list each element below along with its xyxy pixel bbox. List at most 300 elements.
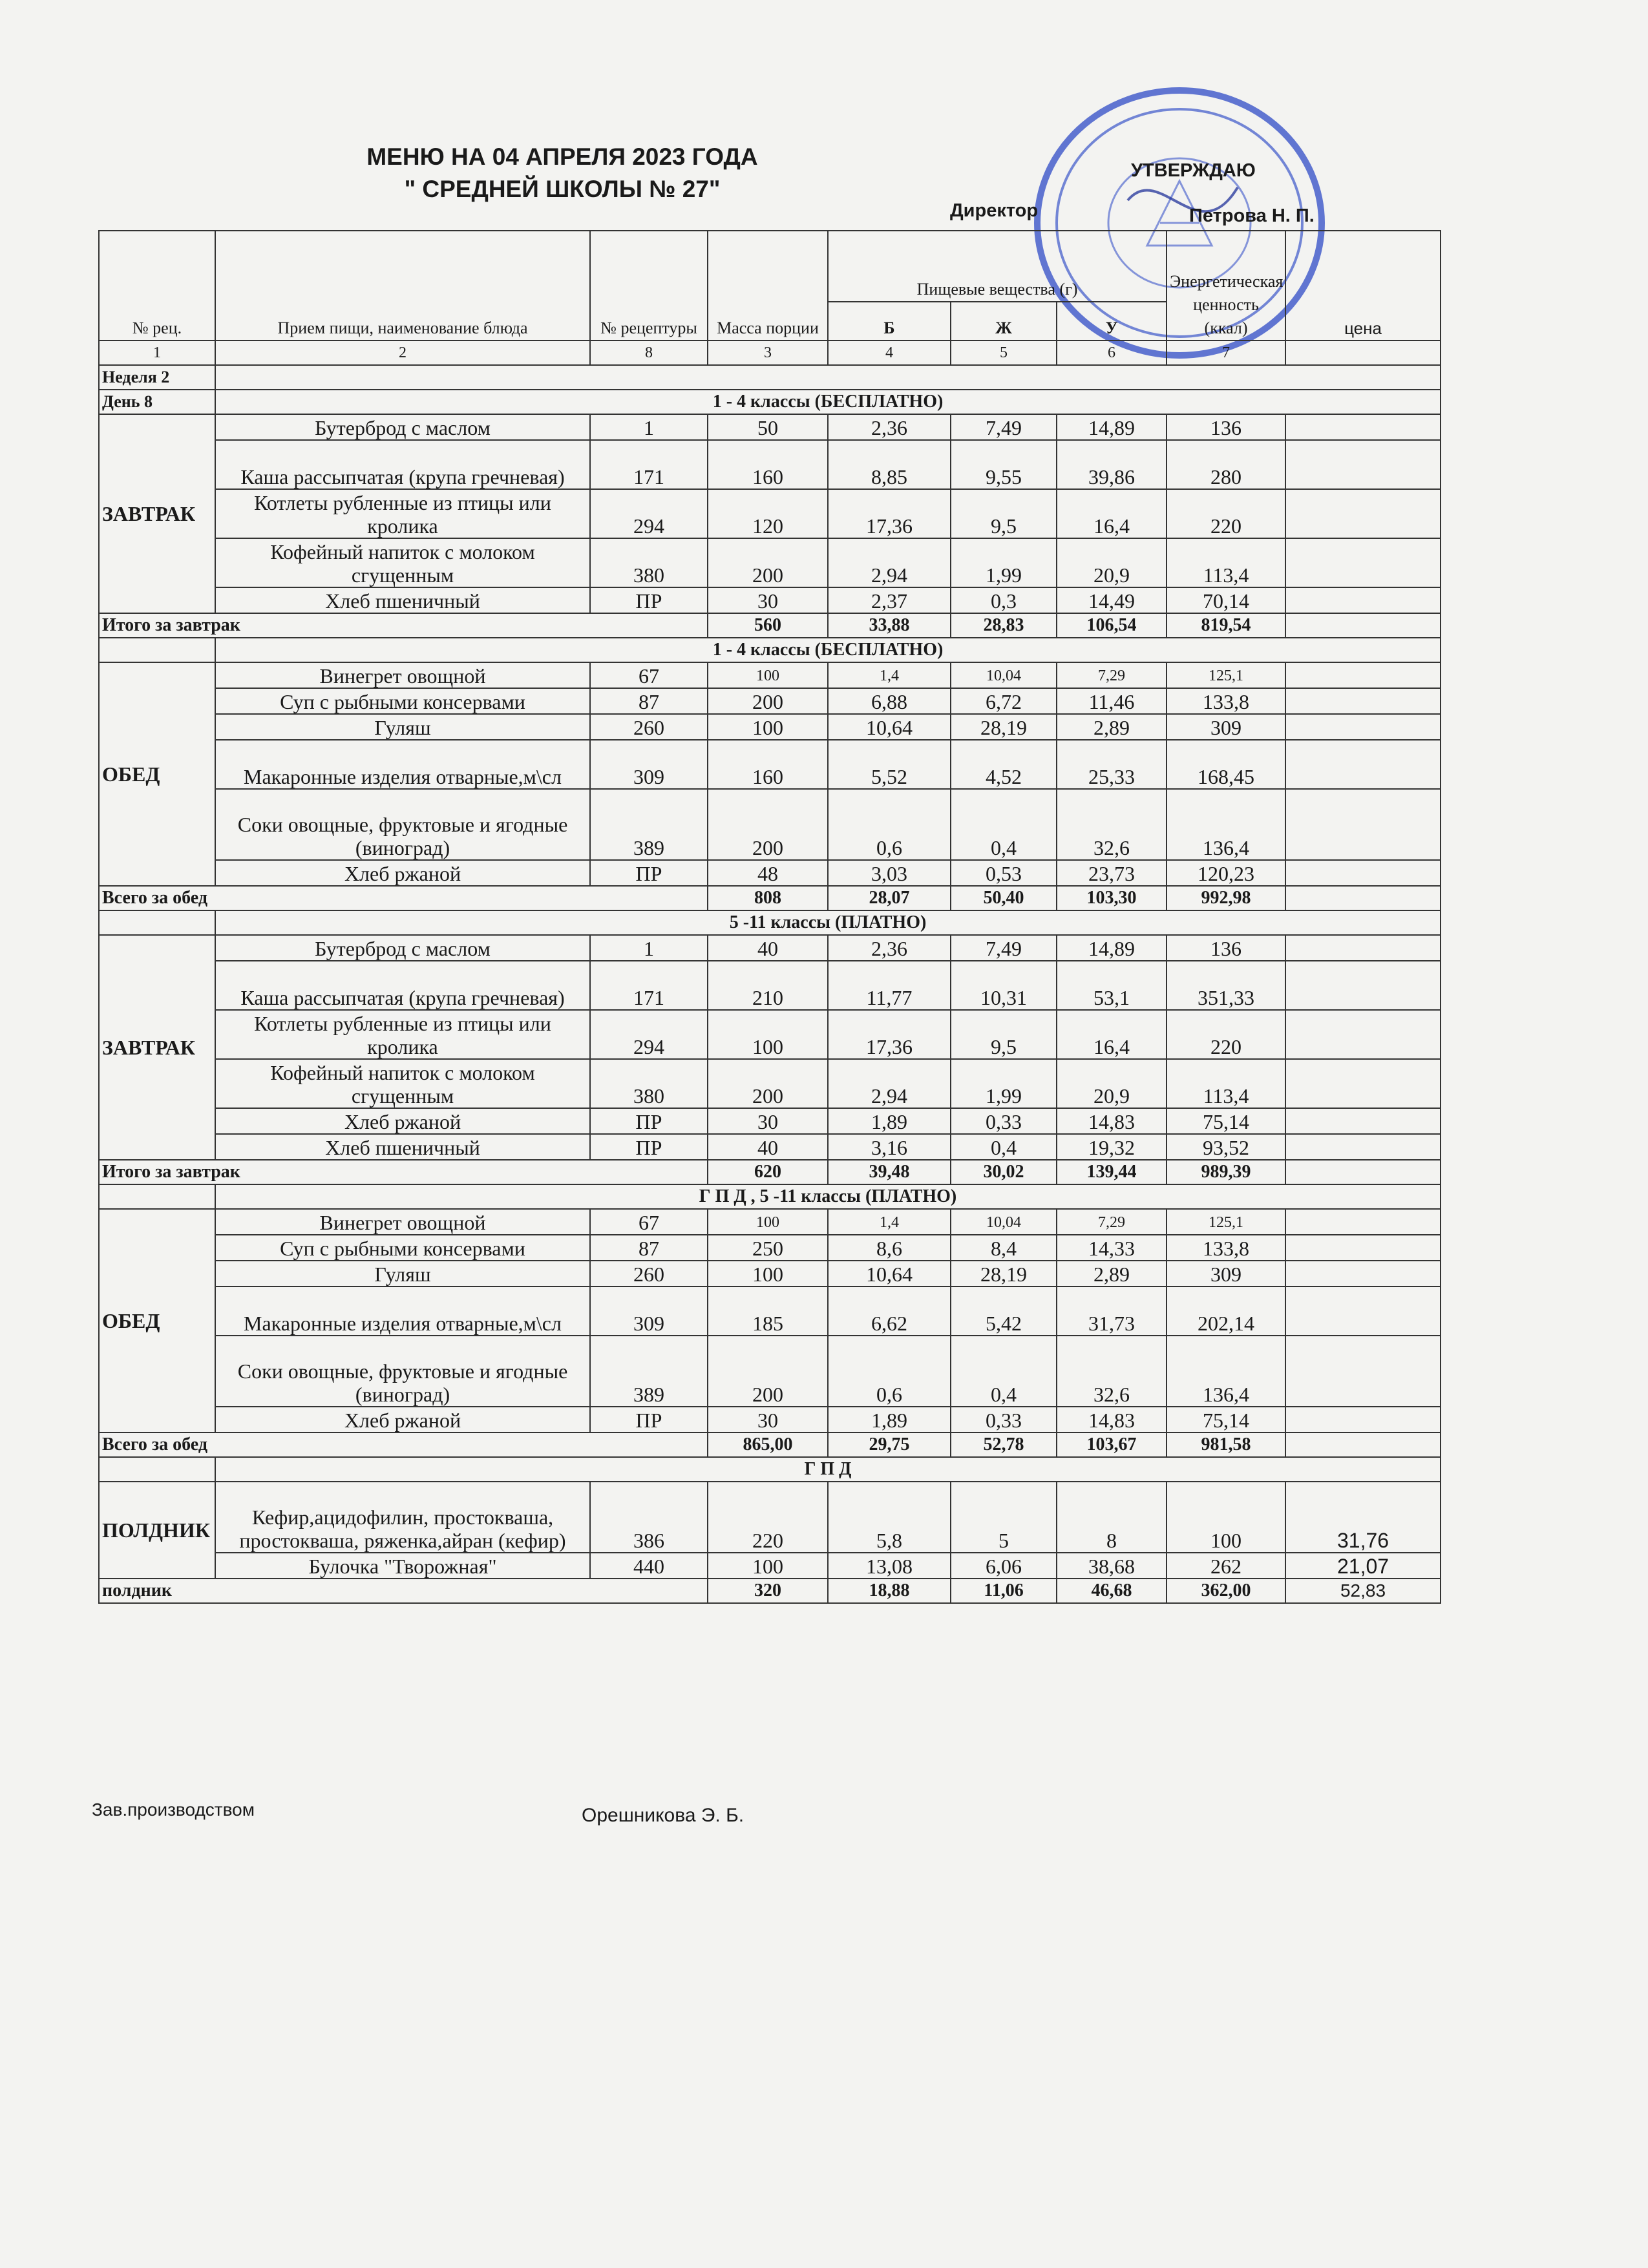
col-index: 7 [1167,341,1285,365]
carb-value: 39,86 [1057,440,1167,489]
blank-cell [99,1184,215,1209]
table-row [99,538,1441,587]
energy-value: 100 [1167,1482,1285,1553]
col-dish: Прием пищи, наименование блюда [215,231,590,341]
col-nutrients: Пищевые вещества (г) [828,231,1167,302]
meal-label: ОБЕД [99,662,215,886]
carb-value: 14,83 [1057,1108,1167,1134]
carb-value: 7,29 [1057,1209,1167,1235]
portion-mass: 160 [708,740,828,789]
energy-value: 113,4 [1167,538,1285,587]
energy-value: 262 [1167,1553,1285,1579]
protein-value: 0,6 [828,1336,951,1407]
energy-value: 113,4 [1167,1059,1285,1108]
protein-value: 10,64 [828,1261,951,1286]
price-value [1285,740,1441,789]
carb-value: 23,73 [1057,860,1167,886]
title-line-2: " СРЕДНЕЙ ШКОЛЫ № 27" [404,176,721,202]
fat-value: 0,4 [951,1336,1057,1407]
portion-mass: 160 [708,440,828,489]
table-row [99,789,1441,860]
energy-value: 136,4 [1167,789,1285,860]
carb-value: 7,29 [1057,662,1167,688]
portion-mass: 250 [708,1235,828,1261]
price-value [1285,1209,1441,1235]
protein-value: 6,88 [828,688,951,714]
dish-name: Кофейный напиток с молоком сгущенным [215,1059,590,1108]
portion-mass: 185 [708,1286,828,1336]
dish-name: Хлеб ржаной [215,1407,590,1433]
portion-mass: 200 [708,688,828,714]
price-value [1285,789,1441,860]
total-row [99,886,1441,910]
price-value [1285,1010,1441,1059]
portion-mass: 200 [708,538,828,587]
energy-value: 309 [1167,714,1285,740]
carb-value: 32,6 [1057,789,1167,860]
recipe-number: 171 [590,440,708,489]
col-index: 1 [99,341,215,365]
price-value [1285,489,1441,538]
recipe-number: 1 [590,935,708,961]
fat-value: 9,55 [951,440,1057,489]
section-row [99,910,1441,935]
dish-name: Кефир,ацидофилин, простокваша, простокваша, ряженка,айран (кефир) [215,1482,590,1553]
total-protein: 18,88 [828,1579,951,1603]
table-row [99,440,1441,489]
dish-name: Хлеб ржаной [215,1108,590,1134]
total-row [99,1160,1441,1184]
price-value [1285,688,1441,714]
dish-name: Каша рассыпчатая (крупа гречневая) [215,440,590,489]
total-label: полдник [99,1579,708,1603]
fat-value: 28,19 [951,714,1057,740]
energy-value: 70,14 [1167,587,1285,613]
fat-value: 6,72 [951,688,1057,714]
director-label: Директор [950,200,1039,221]
total-fat: 52,78 [951,1433,1057,1457]
portion-mass: 30 [708,1108,828,1134]
title-line-1: МЕНЮ НА 04 АПРЕЛЯ 2023 ГОДА [366,143,758,170]
menu-title [271,141,853,205]
protein-value: 2,36 [828,414,951,440]
table-row [99,1553,1441,1579]
price-value [1285,935,1441,961]
fat-value: 1,99 [951,538,1057,587]
section-row [99,638,1441,662]
fat-value: 10,04 [951,1209,1057,1235]
table-row [99,489,1441,538]
carb-value: 14,89 [1057,935,1167,961]
total-row [99,1579,1441,1603]
carb-value: 14,89 [1057,414,1167,440]
total-row [99,613,1441,638]
carb-value: 2,89 [1057,1261,1167,1286]
fat-value: 10,04 [951,662,1057,688]
protein-value: 2,37 [828,587,951,613]
dish-name: Суп с рыбными консервами [215,1235,590,1261]
energy-value: 202,14 [1167,1286,1285,1336]
table-row [99,1059,1441,1108]
meal-label: ЗАВТРАК [99,414,215,613]
dish-name: Соки овощные, фруктовые и ягодные (виноград) [215,789,590,860]
total-mass: 865,00 [708,1433,828,1457]
col-u: У [1057,302,1167,341]
recipe-number: ПР [590,1407,708,1433]
dish-name: Макаронные изделия отварные,м\сл [215,740,590,789]
total-mass: 808 [708,886,828,910]
dish-name: Макаронные изделия отварные,м\сл [215,1286,590,1336]
fat-value: 9,5 [951,489,1057,538]
dish-name: Хлеб пшеничный [215,587,590,613]
fat-value: 6,06 [951,1553,1057,1579]
col-index: 8 [590,341,708,365]
total-protein: 33,88 [828,613,951,638]
total-fat: 30,02 [951,1160,1057,1184]
price-value [1285,662,1441,688]
dish-name: Соки овощные, фруктовые и ягодные (виноград) [215,1336,590,1407]
total-mass: 560 [708,613,828,638]
dish-name: Хлеб ржаной [215,860,590,886]
recipe-number: 309 [590,740,708,789]
recipe-number: 171 [590,961,708,1010]
total-energy: 362,00 [1167,1579,1285,1603]
fat-value: 7,49 [951,935,1057,961]
protein-value: 11,77 [828,961,951,1010]
fat-value: 28,19 [951,1261,1057,1286]
dish-name: Винегрет овощной [215,1209,590,1235]
dish-name: Гуляш [215,714,590,740]
carb-value: 38,68 [1057,1553,1167,1579]
total-label: Всего за обед [99,886,708,910]
total-protein: 39,48 [828,1160,951,1184]
table-row [99,961,1441,1010]
production-head-name: Орешникова Э. Б. [582,1805,745,1826]
portion-mass: 100 [708,662,828,688]
fat-value: 5,42 [951,1286,1057,1336]
energy-value: 133,8 [1167,1235,1285,1261]
col-index: 5 [951,341,1057,365]
table-row [99,1407,1441,1433]
col-index: 4 [828,341,951,365]
energy-value: 125,1 [1167,662,1285,688]
dish-name: Винегрет овощной [215,662,590,688]
total-carb: 139,44 [1057,1160,1167,1184]
col-portion: Масса порции [708,231,828,341]
protein-value: 1,89 [828,1407,951,1433]
portion-mass: 210 [708,961,828,1010]
table-row [99,860,1441,886]
section-row [99,1184,1441,1209]
total-carb: 103,67 [1057,1433,1167,1457]
dish-name: Суп с рыбными консервами [215,688,590,714]
energy-value: 220 [1167,1010,1285,1059]
portion-mass: 100 [708,1261,828,1286]
fat-value: 9,5 [951,1010,1057,1059]
protein-value: 0,6 [828,789,951,860]
energy-value: 75,14 [1167,1108,1285,1134]
total-price [1285,886,1441,910]
total-price [1285,613,1441,638]
section-group-label: 1 - 4 классы (БЕСПЛАТНО) [215,638,1441,662]
protein-value: 17,36 [828,489,951,538]
dish-name: Каша рассыпчатая (крупа гречневая) [215,961,590,1010]
protein-value: 3,03 [828,860,951,886]
price-value [1285,961,1441,1010]
table-row [99,740,1441,789]
energy-value: 309 [1167,1261,1285,1286]
carb-value: 16,4 [1057,1010,1167,1059]
energy-value: 136 [1167,935,1285,961]
fat-value: 4,52 [951,740,1057,789]
price-value [1285,414,1441,440]
energy-value: 120,23 [1167,860,1285,886]
carb-value: 14,49 [1057,587,1167,613]
dish-name: Кофейный напиток с молоком сгущенным [215,538,590,587]
price-value [1285,1235,1441,1261]
price-value [1285,1134,1441,1160]
total-mass: 320 [708,1579,828,1603]
portion-mass: 100 [708,1209,828,1235]
price-value [1285,1059,1441,1108]
section-group-label: Г П Д [215,1457,1441,1482]
energy-value: 220 [1167,489,1285,538]
price-value [1285,587,1441,613]
recipe-number: 87 [590,1235,708,1261]
recipe-number: ПР [590,1134,708,1160]
recipe-number: 294 [590,489,708,538]
price-value [1285,1336,1441,1407]
day-label: День 8 [99,390,215,414]
protein-value: 1,4 [828,662,951,688]
fat-value: 10,31 [951,961,1057,1010]
production-head-label: Зав.производством [92,1800,255,1820]
total-fat: 50,40 [951,886,1057,910]
recipe-number: ПР [590,587,708,613]
fat-value: 7,49 [951,414,1057,440]
dish-name: Котлеты рубленные из птицы или кролика [215,1010,590,1059]
portion-mass: 200 [708,789,828,860]
total-energy: 981,58 [1167,1433,1285,1457]
dish-name: Котлеты рубленные из птицы или кролика [215,489,590,538]
section-row [99,1457,1441,1482]
protein-value: 2,36 [828,935,951,961]
portion-mass: 40 [708,935,828,961]
portion-mass: 100 [708,714,828,740]
carb-value: 20,9 [1057,538,1167,587]
protein-value: 8,6 [828,1235,951,1261]
carb-value: 8 [1057,1482,1167,1553]
total-energy: 989,39 [1167,1160,1285,1184]
col-index: 6 [1057,341,1167,365]
recipe-number: 389 [590,1336,708,1407]
col-b: Б [828,302,951,341]
portion-mass: 48 [708,860,828,886]
energy-value: 351,33 [1167,961,1285,1010]
table-row [99,1482,1441,1553]
section-group-label: 5 -11 классы (ПЛАТНО) [215,910,1441,935]
section-group-label: 1 - 4 классы (БЕСПЛАТНО) [215,390,1441,414]
recipe-number: 380 [590,538,708,587]
dish-name: Бутерброд с маслом [215,414,590,440]
table-row [99,688,1441,714]
protein-value: 1,4 [828,1209,951,1235]
energy-value: 125,1 [1167,1209,1285,1235]
meal-label: ОБЕД [99,1209,215,1433]
recipe-number: 87 [590,688,708,714]
recipe-number: 1 [590,414,708,440]
price-value: 21,07 [1285,1553,1441,1579]
dish-name: Хлеб пшеничный [215,1134,590,1160]
table-row [99,1286,1441,1336]
total-protein: 29,75 [828,1433,951,1457]
menu-table [98,230,1441,1604]
dish-name: Гуляш [215,1261,590,1286]
meal-label: ЗАВТРАК [99,935,215,1160]
total-fat: 28,83 [951,613,1057,638]
price-value [1285,1108,1441,1134]
director-name: Петрова Н. П. [1189,205,1315,226]
protein-value: 5,8 [828,1482,951,1553]
blank-cell [99,910,215,935]
energy-value: 93,52 [1167,1134,1285,1160]
fat-value: 0,33 [951,1407,1057,1433]
price-value [1285,1261,1441,1286]
total-price [1285,1160,1441,1184]
energy-value: 133,8 [1167,688,1285,714]
col-zh: Ж [951,302,1057,341]
recipe-number: 389 [590,789,708,860]
carb-value: 11,46 [1057,688,1167,714]
portion-mass: 100 [708,1010,828,1059]
protein-value: 13,08 [828,1553,951,1579]
table-row [99,1108,1441,1134]
col-index: 2 [215,341,590,365]
recipe-number: 440 [590,1553,708,1579]
table-row [99,1235,1441,1261]
total-price: 52,83 [1285,1579,1441,1603]
protein-value: 1,89 [828,1108,951,1134]
price-value: 31,76 [1285,1482,1441,1553]
blank-cell [99,1457,215,1482]
price-value [1285,714,1441,740]
dish-name: Бутерброд с маслом [215,935,590,961]
table-row [99,1209,1441,1235]
approve-label: УТВЕРЖДАЮ [1131,160,1256,181]
total-protein: 28,07 [828,886,951,910]
carb-value: 14,33 [1057,1235,1167,1261]
energy-value: 168,45 [1167,740,1285,789]
energy-value: 280 [1167,440,1285,489]
recipe-number: 67 [590,1209,708,1235]
col-price: цена [1285,231,1441,341]
total-row [99,1433,1441,1457]
portion-mass: 100 [708,1553,828,1579]
portion-mass: 220 [708,1482,828,1553]
protein-value: 17,36 [828,1010,951,1059]
total-energy: 819,54 [1167,613,1285,638]
total-price [1285,1433,1441,1457]
portion-mass: 30 [708,587,828,613]
fat-value: 1,99 [951,1059,1057,1108]
col-rec-no: № рец. [99,231,215,341]
total-carb: 106,54 [1057,613,1167,638]
recipe-number: ПР [590,1108,708,1134]
recipe-number: 309 [590,1286,708,1336]
recipe-number: 260 [590,1261,708,1286]
recipe-number: 67 [590,662,708,688]
carb-value: 16,4 [1057,489,1167,538]
total-carb: 46,68 [1057,1579,1167,1603]
protein-value: 5,52 [828,740,951,789]
total-carb: 103,30 [1057,886,1167,910]
recipe-number: 294 [590,1010,708,1059]
recipe-number: 380 [590,1059,708,1108]
table-row [99,414,1441,440]
price-value [1285,1407,1441,1433]
total-label: Итого за завтрак [99,1160,708,1184]
portion-mass: 200 [708,1336,828,1407]
protein-value: 8,85 [828,440,951,489]
protein-value: 2,94 [828,1059,951,1108]
fat-value: 0,3 [951,587,1057,613]
col-index: 3 [708,341,828,365]
recipe-number: ПР [590,860,708,886]
meal-label: ПОЛДНИК [99,1482,215,1579]
col-recipe-no: № рецептуры [590,231,708,341]
table-row [99,714,1441,740]
section-group-label: Г П Д , 5 -11 классы (ПЛАТНО) [215,1184,1441,1209]
recipe-number: 386 [590,1482,708,1553]
energy-value: 75,14 [1167,1407,1285,1433]
carb-value: 25,33 [1057,740,1167,789]
week-label: Неделя 2 [99,365,215,390]
table-row [99,662,1441,688]
carb-value: 19,32 [1057,1134,1167,1160]
energy-value: 136 [1167,414,1285,440]
fat-value: 0,53 [951,860,1057,886]
energy-value: 136,4 [1167,1336,1285,1407]
fat-value: 8,4 [951,1235,1057,1261]
price-value [1285,440,1441,489]
table-row [99,1336,1441,1407]
recipe-number: 260 [590,714,708,740]
total-label: Итого за завтрак [99,613,708,638]
portion-mass: 30 [708,1407,828,1433]
total-label: Всего за обед [99,1433,708,1457]
protein-value: 3,16 [828,1134,951,1160]
total-fat: 11,06 [951,1579,1057,1603]
table-row [99,1134,1441,1160]
total-energy: 992,98 [1167,886,1285,910]
portion-mass: 50 [708,414,828,440]
dish-name: Булочка "Творожная" [215,1553,590,1579]
col-energy: Энергетическая ценность (ккал) [1167,231,1285,341]
carb-value: 31,73 [1057,1286,1167,1336]
price-value [1285,538,1441,587]
fat-value: 0,4 [951,1134,1057,1160]
carb-value: 53,1 [1057,961,1167,1010]
fat-value: 5 [951,1482,1057,1553]
carb-value: 20,9 [1057,1059,1167,1108]
protein-value: 2,94 [828,538,951,587]
blank-cell [99,638,215,662]
table-row [99,935,1441,961]
price-value [1285,860,1441,886]
carb-value: 32,6 [1057,1336,1167,1407]
portion-mass: 40 [708,1134,828,1160]
protein-value: 10,64 [828,714,951,740]
